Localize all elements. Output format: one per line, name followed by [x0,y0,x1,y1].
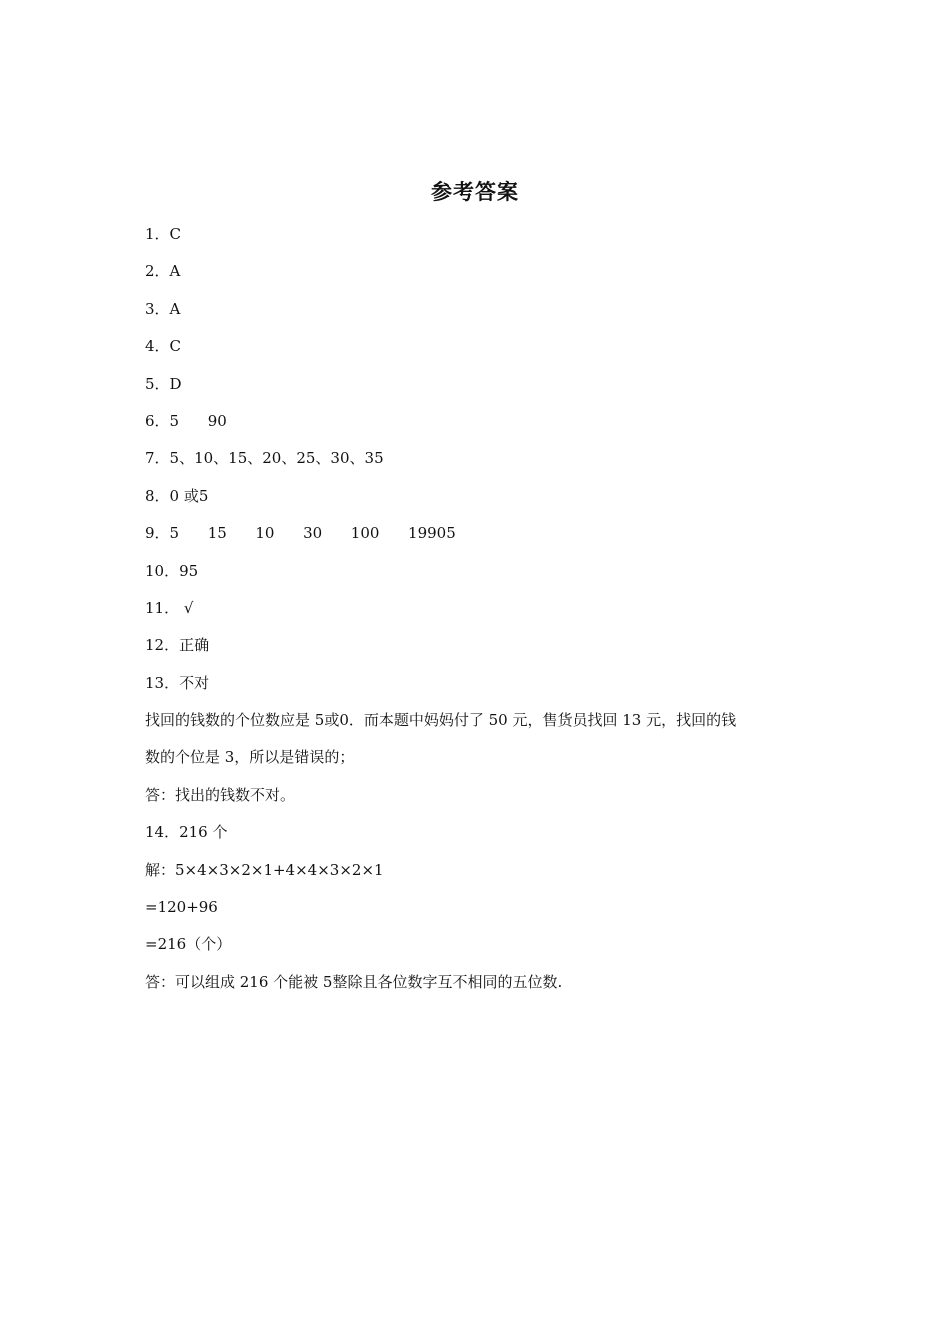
answer-list [145,222,805,1007]
answer-line-4: 4．C [145,337,182,356]
answer-line-10: 10．95 [145,561,199,580]
answer-line-8: 8．0 或5 [145,486,209,505]
solution-line-14c: =216（个） [145,935,232,954]
solution-line-14b: =120+96 [145,898,218,917]
answer-statement-14: 答：可以组成 216 个能被 5整除且各位数字互不相同的五位数. [145,972,563,991]
explanation-line-13a: 找回的钱数的个位数应是 5或0．而本题中妈妈付了 50 元，售货员找回 13 元，找回的钱 [145,711,737,730]
answer-line-5: 5．D [145,374,182,393]
answer-statement-13: 答：找出的钱数不对。 [145,785,296,804]
answer-line-7: 7．5、10、15、20、25、30、35 [145,449,384,468]
answer-line-9: 9．5 15 10 30 100 19905 [145,524,456,543]
answer-line-12: 12．正确 [145,636,210,655]
answer-line-11: 11． √ [145,598,194,617]
answer-line-6: 6．5 90 [145,411,227,430]
answer-line-1: 1．C [145,225,182,243]
answer-line-14: 14．216 个 [145,823,228,842]
solution-line-14a: 解：5×4×3×2×1+4×4×3×2×1 [145,860,384,879]
page-title: 参考答案 [431,180,519,204]
explanation-line-13b: 数的个位是 3，所以是错误的； [145,748,355,767]
answer-line-13: 13．不对 [145,673,210,692]
answer-line-3: 3．A [145,299,181,318]
answer-line-2: 2．A [145,262,181,281]
